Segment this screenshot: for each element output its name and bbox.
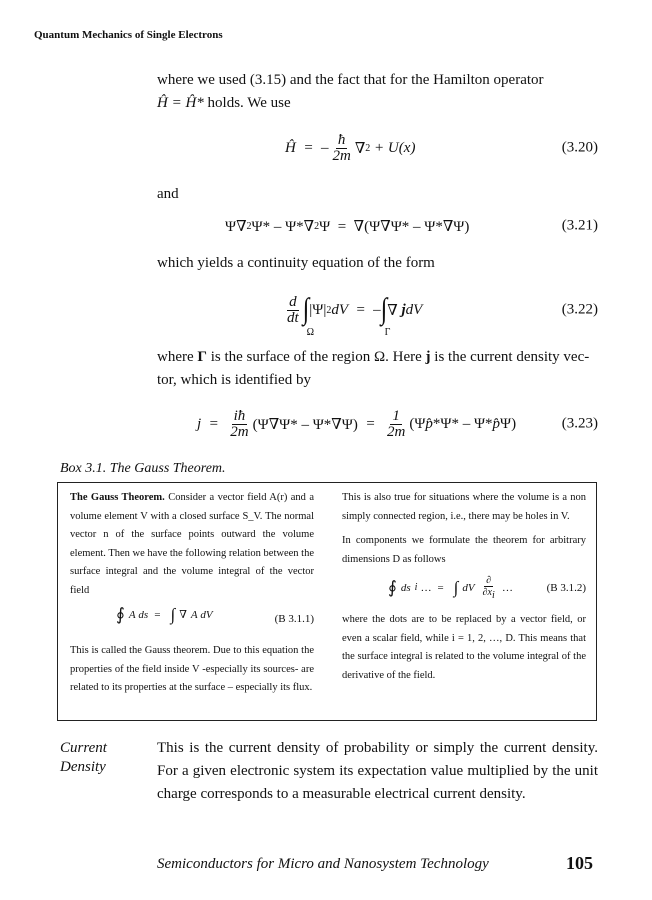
equation-number: (B 3.1.1) — [274, 613, 314, 625]
running-head: Quantum Mechanics of Single Electrons — [34, 29, 223, 41]
equation-number: (3.21) — [561, 217, 598, 234]
box-right-column: This is also true for situations where the volume is a non simply connected region, i.e., there may be holes in V. In components we formulate the theorem for arbitrary dimensions D as follows ∮ ds i … = ∫ dV $\frac{\partial}{\partial xi}$ … (B 3.1.2) where the dots are to be replaced by a vector field, or even a scalar field, while i = 1, 2, …, D. This means that the surface integral is related to the volume integral of the derivative of the field. — [342, 492, 586, 681]
box-left-column: The Gauss Theorem. Consider a vector field A(r) and a volume element V with a closed surface S_V. The normal vector n of the surface points outward the volume element. Then we have the following relation between the surface integral and the volume integral of the vector field ∮ A ds = ∫ ∇ A dV (B 3.1.1) This is called the Gauss theorem. Due to this equation the properties of the field inside V -especially its sources- are related to its properties at the surface – especially its flux. — [70, 492, 314, 693]
equation-number: (3.22) — [561, 301, 598, 318]
paragraph-continuity: which yields a continuity equation of the form — [157, 255, 435, 271]
margin-label: Current Density — [60, 740, 107, 775]
equation-3-20: Ĥ = – $\frac{ħ}{2m}$ ∇ 2 + U ( x ) (3.20) — [285, 131, 598, 164]
page-number: 105 — [566, 853, 593, 873]
equation-b-3-1-1: ∮ A ds = ∫ ∇ A dV (B 3.1.1) — [70, 602, 314, 638]
paragraph-and: and — [157, 186, 179, 202]
gauss-theorem-box — [57, 482, 597, 721]
box-heading: The Gauss Theorem. — [70, 492, 165, 503]
paragraph-intro: where we used (3.15) and the fact that for the Hamilton operator Ĥ = Ĥ* holds. We use — [157, 72, 544, 111]
footer-book-title: Semiconductors for Micro and Nanosystem Technology — [157, 856, 489, 872]
equation-b-3-1-2: ∮ ds i … = ∫ dV $\frac{\partial}{\partial xi}$ … (B 3.1.2) — [388, 575, 586, 601]
equation-number: (B 3.1.2) — [546, 582, 586, 594]
paragraph-surface: where Γ is the surface of the region Ω. Here j is the current density vec- tor, which is identified by — [157, 349, 590, 388]
box-caption: Box 3.1. The Gauss Theorem. — [60, 461, 226, 476]
equation-number: (3.20) — [561, 139, 598, 156]
paragraph-current-density: This is the current density of probability or simply the current density. For a given electronic system its expectation value multiplied by the unit charge corresponds to a measurable electrical current density. — [157, 740, 598, 802]
equation-3-23: j = $\frac{iħ}{2m}$ (Ψ∇Ψ* – Ψ*∇Ψ) = $\frac{1}{2m}$ (Ψ p̂ *Ψ* – Ψ* p̂ Ψ) (3.23) — [197, 407, 598, 440]
equation-number: (3.23) — [561, 415, 598, 432]
equation-3-21: Ψ∇ 2 Ψ* – Ψ*∇ 2 Ψ = ∇(Ψ∇Ψ* – Ψ*∇Ψ) (3.21) — [225, 217, 598, 235]
equation-3-22: $\frac{d}{dt}$ ∫ Ω |Ψ| 2 dV = – ∫ Γ ∇ j dV (3.22) — [287, 293, 598, 338]
hamiltonian-hermitian: Ĥ = Ĥ* — [157, 95, 204, 111]
